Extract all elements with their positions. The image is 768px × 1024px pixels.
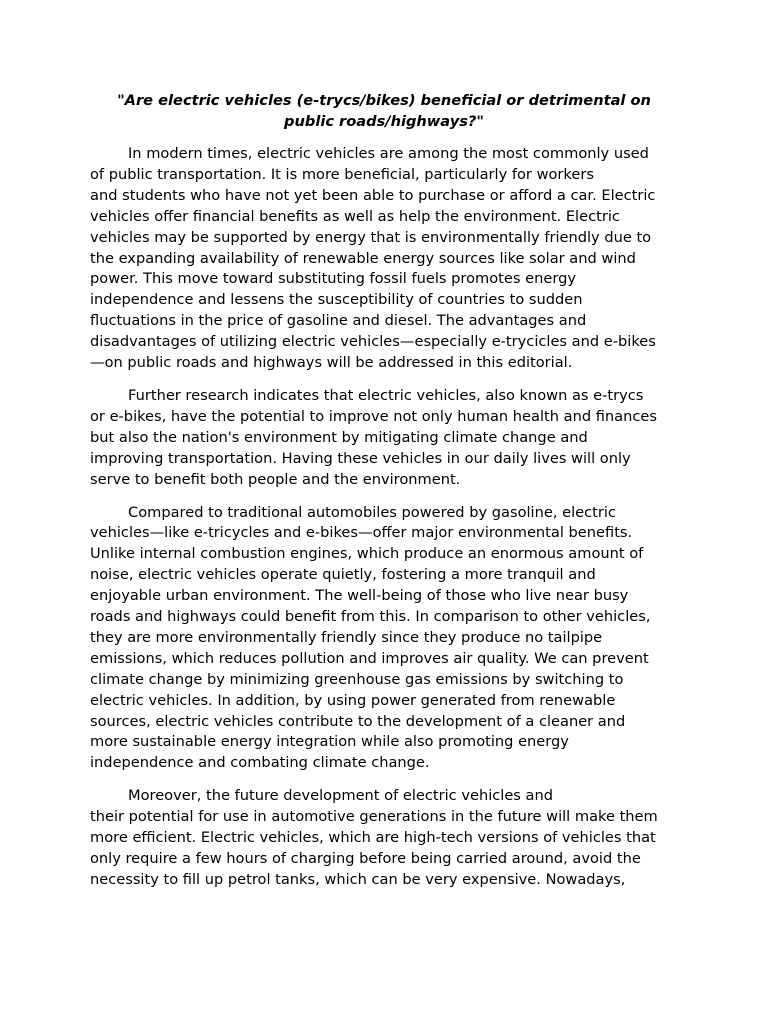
paragraph-line: independence and lessens the susceptibility of countries to sudden: [90, 291, 583, 309]
title-line: public roads/highways?": [284, 113, 484, 130]
paragraph-line: electric vehicles. In addition, by using power generated from renewable: [90, 691, 616, 709]
paragraph-line: their potential for use in automotive generations in the future will make them: [90, 808, 658, 826]
paragraph-line: emissions, which reduces pollution and improves air quality. We can prevent: [90, 649, 649, 667]
paragraph-line: independence and combating climate change.: [90, 754, 430, 772]
paragraph-line: serve to benefit both people and the environment.: [90, 470, 461, 488]
paragraph-line: necessity to fill up petrol tanks, which can be very expensive. Nowadays,: [90, 870, 626, 888]
paragraph-line: and students who have not yet been able to purchase or afford a car. Electric: [90, 186, 656, 204]
paragraph-line: or e-bikes, have the potential to improve not only human health and finances: [90, 407, 657, 425]
paragraph-line: but also the nation's environment by mitigating climate change and: [90, 428, 588, 446]
paragraph-line: power. This move toward substituting fossil fuels promotes energy: [90, 270, 576, 288]
paragraph-line: sources, electric vehicles contribute to the development of a cleaner and: [90, 712, 626, 730]
paragraph-line: enjoyable urban environment. The well-being of those who live near busy: [90, 587, 629, 605]
paragraph-line: In modern times, electric vehicles are among the most commonly used: [128, 145, 649, 162]
paragraph-3: [90, 503, 678, 775]
paragraph-2: [90, 386, 678, 491]
paragraph-line: only require a few hours of charging before being carried around, avoid the: [90, 850, 641, 867]
paragraph-line: Moreover, the future development of electric vehicles and: [128, 787, 554, 805]
document-title: [90, 90, 678, 132]
paragraph-line: Further research indicates that electric vehicles, also known as e-trycs: [128, 386, 644, 404]
paragraph-line: of public transportation. It is more beneficial, particularly for workers: [90, 165, 594, 183]
title-line: "Are electric vehicles (e-trycs/bikes) beneficial or detrimental on: [117, 92, 651, 109]
paragraph-line: —on public roads and highways will be addressed in this editorial.: [90, 354, 573, 372]
paragraph-line: vehicles—like e-tricycles and e-bikes—offer major environmental benefits.: [90, 524, 633, 542]
paragraph-line: Unlike internal combustion engines, which produce an enormous amount of: [90, 545, 644, 563]
paragraph-line: Compared to traditional automobiles powered by gasoline, electric: [128, 503, 616, 521]
paragraph-line: more efficient. Electric vehicles, which are high-tech versions of vehicles that: [90, 829, 656, 847]
document-page: [90, 90, 678, 903]
paragraph-line: they are more environmentally friendly since they produce no tailpipe: [90, 628, 603, 646]
paragraph-1: [90, 144, 678, 374]
paragraph-line: climate change by minimizing greenhouse gas emissions by switching to: [90, 670, 624, 688]
paragraph-line: noise, electric vehicles operate quietly, fostering a more tranquil and: [90, 566, 596, 584]
paragraph-line: improving transportation. Having these vehicles in our daily lives will only: [90, 449, 631, 467]
paragraph-line: disadvantages of utilizing electric vehicles—especially e-trycicles and e-bikes: [90, 333, 656, 351]
paragraph-line: vehicles may be supported by energy that is environmentally friendly due to: [90, 228, 652, 246]
paragraph-line: more sustainable energy integration while also promoting energy: [90, 733, 569, 751]
paragraph-line: the expanding availability of renewable energy sources like solar and wind: [90, 249, 636, 267]
paragraph-4: [90, 786, 678, 891]
paragraph-line: roads and highways could benefit from this. In comparison to other vehicles,: [90, 608, 651, 626]
paragraph-line: vehicles offer financial benefits as well as help the environment. Electric: [90, 207, 620, 225]
paragraph-line: fluctuations in the price of gasoline and diesel. The advantages and: [90, 312, 587, 330]
